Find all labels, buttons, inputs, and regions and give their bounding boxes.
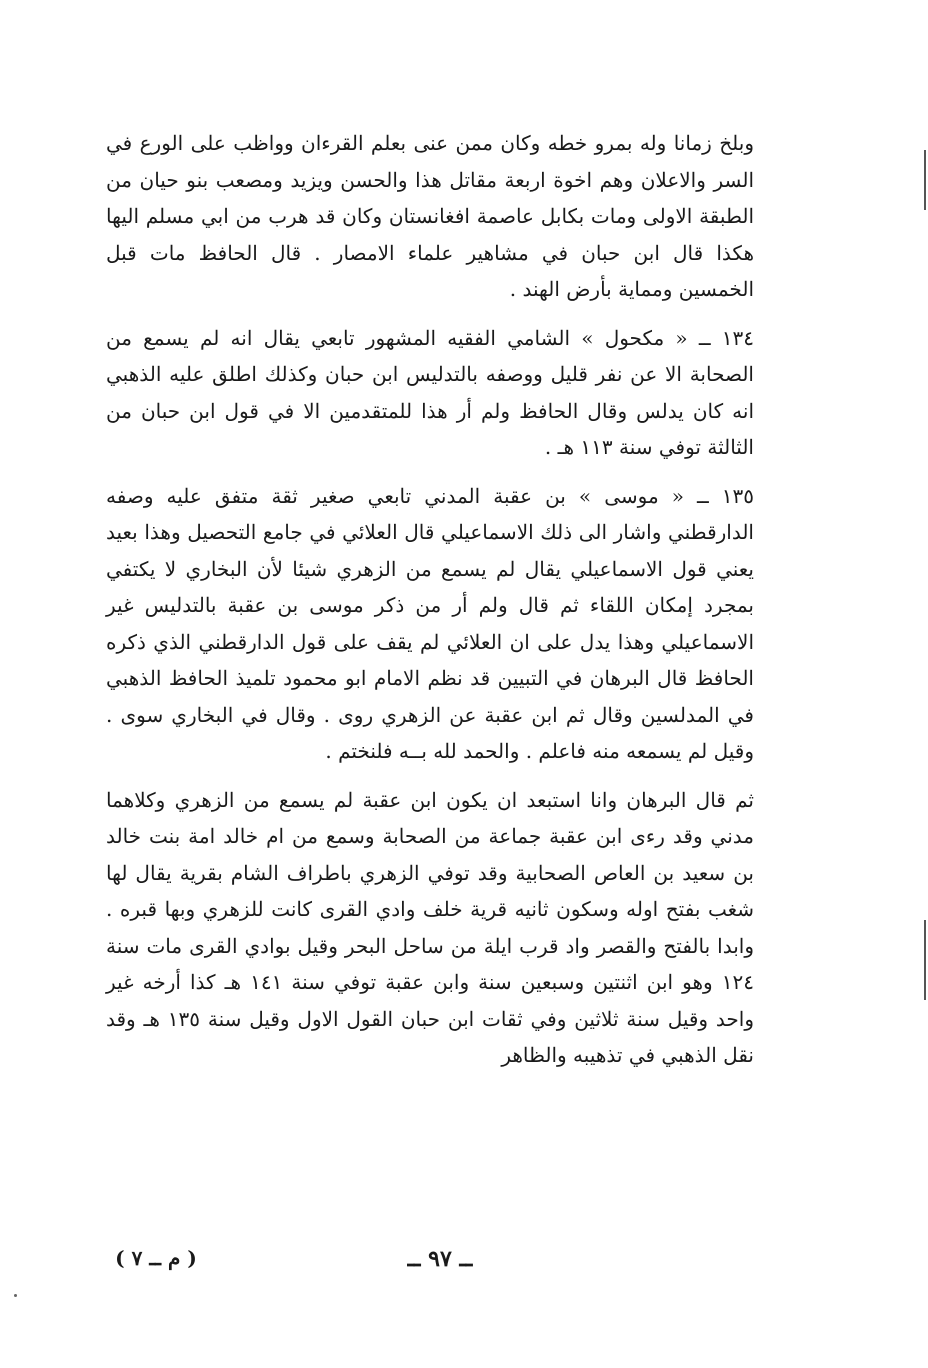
scan-dot (14, 1294, 17, 1297)
paragraph-entry-135: ١٣٥ ــ « موسى » بن عقبة المدني تابعي صغير ثقة متفق عليه وصفه الدارقطني واشار الى ذلك الاسماعيلي قال العلائي في جامع التحصيل وهذا بعيد يعني قول الاسماعيلي يقال لم يسمع من الزهري شيئا لأن البخاري لا يكتفي بمجرد إمكان اللقاء ثم قال ولم أر من ذكر موسى بن عقبة بالتدليس غير الاسماعيلي وهذا يدل على ان العلائي لم يقف على قول الدارقطني الذي ذكره الحافظ قال البرهان في التبيين قد نظم الامام ابو محمود تلميذ الحافظ الذهبي في المدلسين وقال ثم ابن عقبة عن الزهري روى . وقال في البخاري سوى . وقيل لم يسمعه منه فاعلم . والحمد لله بــه فلنختم . (106, 483, 754, 763)
paragraph-entry-134: ١٣٤ ــ « مكحول » الشامي الفقيه المشهور تابعي يقال انه لم يسمع من الصحابة الا عن نفر قليل ووصفه بالتدليس ابن حبان وكذلك اطلق عليه الذهبي انه كان يدلس وقال الحافظ ولم أر هذا للمتقدمين الا في قول ابن حبان من الثالثة توفي سنة ١١٣ هـ . (106, 325, 754, 459)
body-text (106, 125, 754, 1074)
paragraph-intro: وبلخ زمانا وله بمرو خطه وكان ممن عنى بعلم القرءان وواظب على الورع في السر والاعلان وهم اخوة اربعة مقاتل هذا والحسن ويزيد ومصعب بنو حيان من الطبقة الاولى ومات بكابل عاصمة افغانستان وكان قد هرب من ابي مسلم اليها هكذا قال ابن حبان في مشاهير علماء الامصار . قال الحافظ مات قبل الخمسين ومماية بأرض الهند . (106, 131, 754, 301)
page-number: ــ ٩٧ ــ (407, 1246, 473, 1272)
scan-edge-mark (924, 150, 926, 210)
signature-mark: ( م ــ ٧ ) (115, 1246, 197, 1270)
scan-edge-mark (924, 920, 926, 1000)
paragraph-burhan: ثم قال البرهان وانا استبعد ان يكون ابن عقبة لم يسمع من الزهري وكلاهما مدني وقد رءى ابن عقبة جماعة من الصحابة وسمع من ام خالد امة بنت خالد بن سعيد بن العاص الصحابية وقد توفي الزهري باطراف الشام بقرية يقال لها شغب بفتح اوله وسكون ثانيه قرية خلف وادي القرى كانت للزهري وبها قبره . وابدا بالفتح والقصر واد قرب ايلة من ساحل البحر وقيل بوادي القرى مات سنة ١٢٤ وهو ابن اثنتين وسبعين سنة وابن عقبة توفي سنة ١٤١ هـ كذا أرخه غير واحد وقيل سنة ثلاثين وفي ثقات ابن حبان القول الاول وقيل سنة ١٣٥ هـ وقد نقل الذهبي في تذهيبه والظاهر (106, 787, 754, 1067)
